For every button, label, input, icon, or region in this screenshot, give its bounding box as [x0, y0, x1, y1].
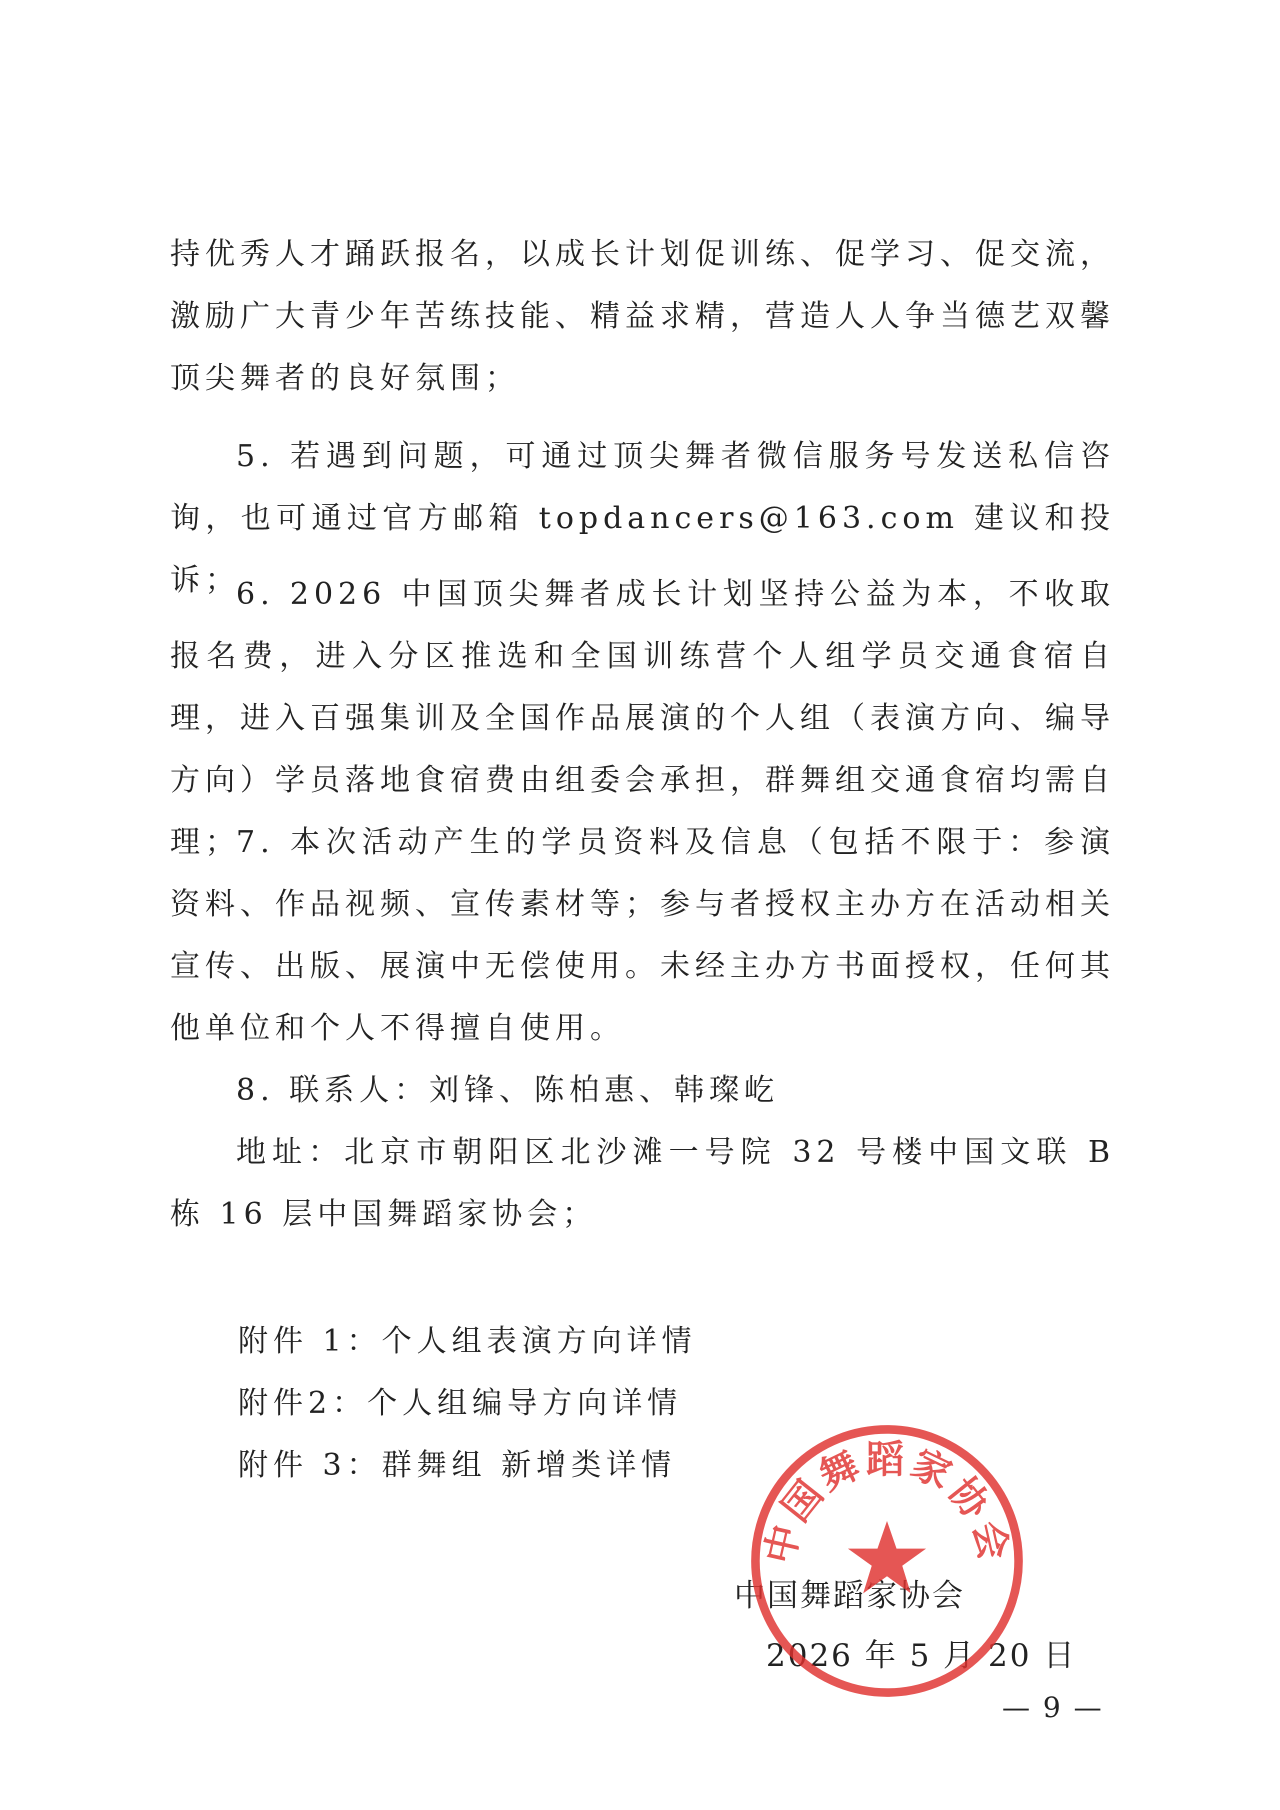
page-number: — 9 —: [1002, 1691, 1104, 1724]
seal-text: 中国舞蹈家协会: [757, 1437, 1017, 1568]
attachment-3: 附件 3：群舞组 新增类详情: [238, 1448, 677, 1483]
paragraph-item-7: 7. 本次活动产生的学员资料及信息（包括不限于：参演资料、作品视频、宣传素材等；参与者授权主办方在活动相关宣传、出版、展演中无偿使用。未经主办方书面授权，任何其他单位和个人不得擅自使用。: [170, 825, 1115, 1046]
signer-name: 中国舞蹈家协会: [734, 1578, 965, 1614]
paragraph-continuation: 持优秀人才踊跃报名，以成长计划促训练、促学习、促交流，激励广大青少年苦练技能、精益求精，营造人人争当德艺双馨顶尖舞者的良好氛围；: [170, 237, 1115, 396]
paragraph-item-8: 8. 联系人：刘锋、陈柏惠、韩璨屹: [236, 1073, 780, 1108]
paragraph-item-6: 6. 2026 中国顶尖舞者成长计划坚持公益为本，不收取报名费，进入分区推选和全国训练营个人组学员交通食宿自理，进入百强集训及全国作品展演的个人组（表演方向、编导方向）学员落地食宿费由组委会承担，群舞组交通食宿均需自理；: [170, 577, 1115, 860]
attachment-1: 附件 1：个人组表演方向详情: [238, 1324, 697, 1359]
paragraph-address: 地址：北京市朝阳区北沙滩一号院 32 号楼中国文联 B 栋 16 层中国舞蹈家协会；: [170, 1135, 1115, 1232]
attachment-2: 附件2：个人组编导方向详情: [238, 1386, 683, 1421]
paragraph-item-5: 5. 若遇到问题，可通过顶尖舞者微信服务号发送私信咨询，也可通过官方邮箱 topdancers@163.com 建议和投诉；: [170, 439, 1115, 598]
signature-date: 2026 年 5 月 20 日: [766, 1638, 1077, 1674]
official-seal-icon: [744, 1418, 1030, 1704]
